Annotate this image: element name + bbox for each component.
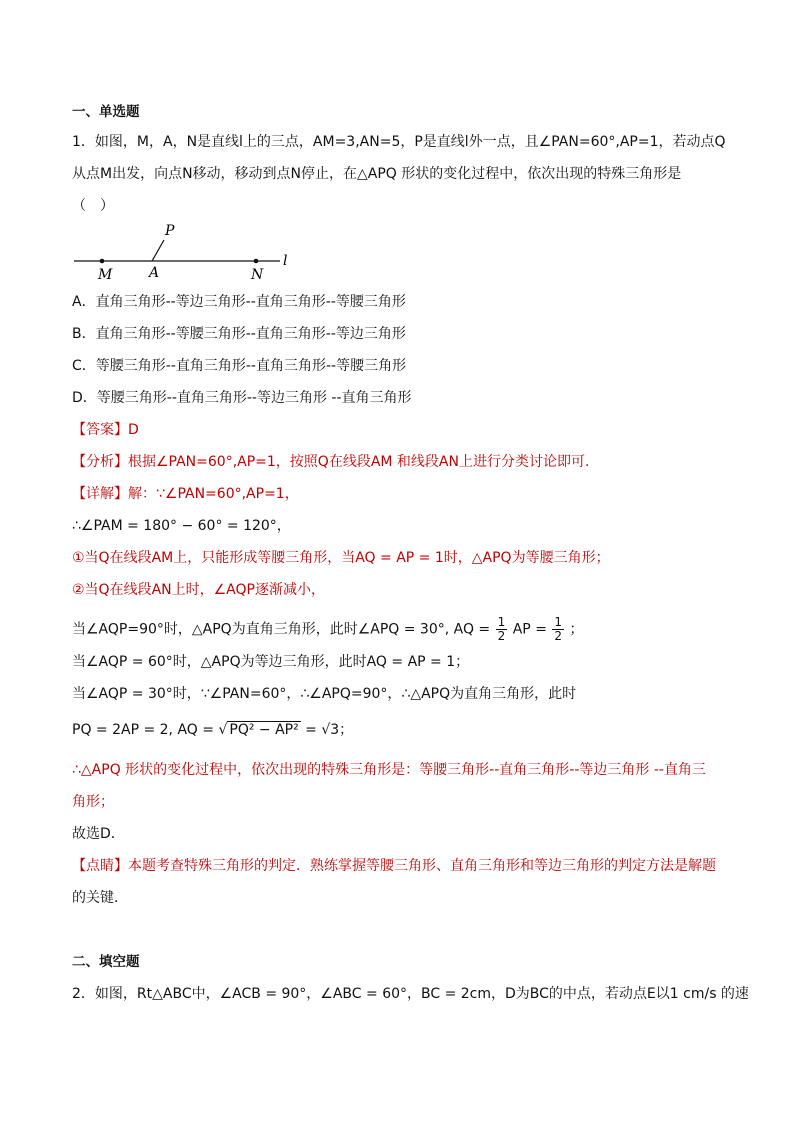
option-d: D．等腰三角形--直角三角形--等边三角形 --直角三角形	[72, 390, 412, 406]
section-title-single-choice: 一、单选题	[72, 104, 140, 120]
detail-line-3: ①当Q在线段AM上，只能形成等腰三角形，当AQ = AP = 1时，△APQ为等腰三角形；	[72, 550, 610, 566]
label-l: l	[283, 253, 288, 269]
label-n: N	[251, 267, 264, 283]
label-m: M	[98, 267, 113, 283]
detail-line-1: 【详解】解：∵∠PAN=60°,AP=1，	[72, 486, 299, 502]
detail-line-11: 故选D．	[72, 826, 125, 842]
fraction-one-half: $\frac{1}{2}$	[497, 615, 506, 643]
point-n	[254, 259, 259, 264]
question-2-stem-line-1: 2．如图，Rt△ABC中，∠ACB = 90°，∠ABC = 60°，BC = 2cm，D为BC的中点，若动点E以1 cm/s 的速	[72, 986, 749, 1002]
point-m	[100, 259, 105, 264]
comment-line-1: 【点睛】本题考查特殊三角形的判定．熟练掌握等腰三角形、直角三角形和等边三角形的判定方法是解题	[72, 858, 716, 874]
section-title-fill-blank: 二、填空题	[72, 954, 140, 970]
fraction-one-half-result: $\frac{1}{2}$	[554, 615, 563, 643]
detail-line-9: ∴△APQ 形状的变化过程中，依次出现的特殊三角形是：等腰三角形--直角三角形--等边三角形 --直角三	[72, 762, 706, 778]
comment-line-2: 的关键．	[72, 890, 128, 906]
option-b: B．直角三角形--等腰三角形--直角三角形--等边三角形	[72, 326, 406, 342]
question-1-stem-line-1: 1．如图，M，A，N是直线l上的三点，AM=3,AN=5，P是直线l外一点，且∠PAN=60°,AP=1，若动点Q	[72, 134, 726, 150]
label-a: A	[149, 265, 160, 281]
detail-line-8-text: PQ = 2AP = 2, AQ =	[72, 722, 214, 738]
detail-line-5-end: ；	[569, 621, 584, 638]
detail-line-5	[72, 616, 583, 643]
detail-line-4: ②当Q在线段AN上时，∠AQP逐渐减小，	[72, 582, 325, 598]
detail-line-2: ∴∠PAM = 180° − 60° = 120°，	[72, 518, 291, 534]
geometry-figure	[72, 218, 302, 284]
option-a: A．直角三角形--等边三角形--直角三角形--等腰三角形	[72, 294, 406, 310]
detail-line-7: 当∠AQP = 30°时，∵∠PAN=60°，∴∠APQ=90°，∴△APQ为直角三角形，此时	[72, 686, 577, 702]
question-1-stem-line-3: （ ）	[72, 198, 114, 214]
sqrt-sign: √	[218, 722, 228, 738]
detail-line-5-mid: AP =	[512, 621, 547, 638]
analysis: 【分析】根据∠PAN=60°,AP=1，按照Q在线段AM 和线段AN上进行分类讨论即可．	[72, 454, 599, 470]
detail-line-10: 角形；	[72, 794, 114, 810]
detail-line-6: 当∠AQP = 60°时，△APQ为等边三角形，此时AQ = AP = 1；	[72, 654, 470, 670]
question-1-stem-line-2: 从点M出发，向点N移动，移动到点N停止，在△APQ 形状的变化过程中，依次出现的特殊三角形是	[72, 166, 682, 182]
detail-line-8-end: = √3；	[305, 722, 354, 738]
answer: 【答案】D	[72, 422, 139, 438]
segment-ap	[152, 240, 164, 261]
detail-line-8	[72, 720, 353, 740]
label-p: P	[165, 223, 175, 239]
option-c: C．等腰三角形--直角三角形--直角三角形--等腰三角形	[72, 358, 407, 374]
sqrt-radicand: PQ² − AP²	[229, 722, 299, 738]
detail-line-5-text: 当∠AQP=90°时，△APQ为直角三角形，此时∠APQ = 30°, AQ =	[72, 621, 491, 638]
